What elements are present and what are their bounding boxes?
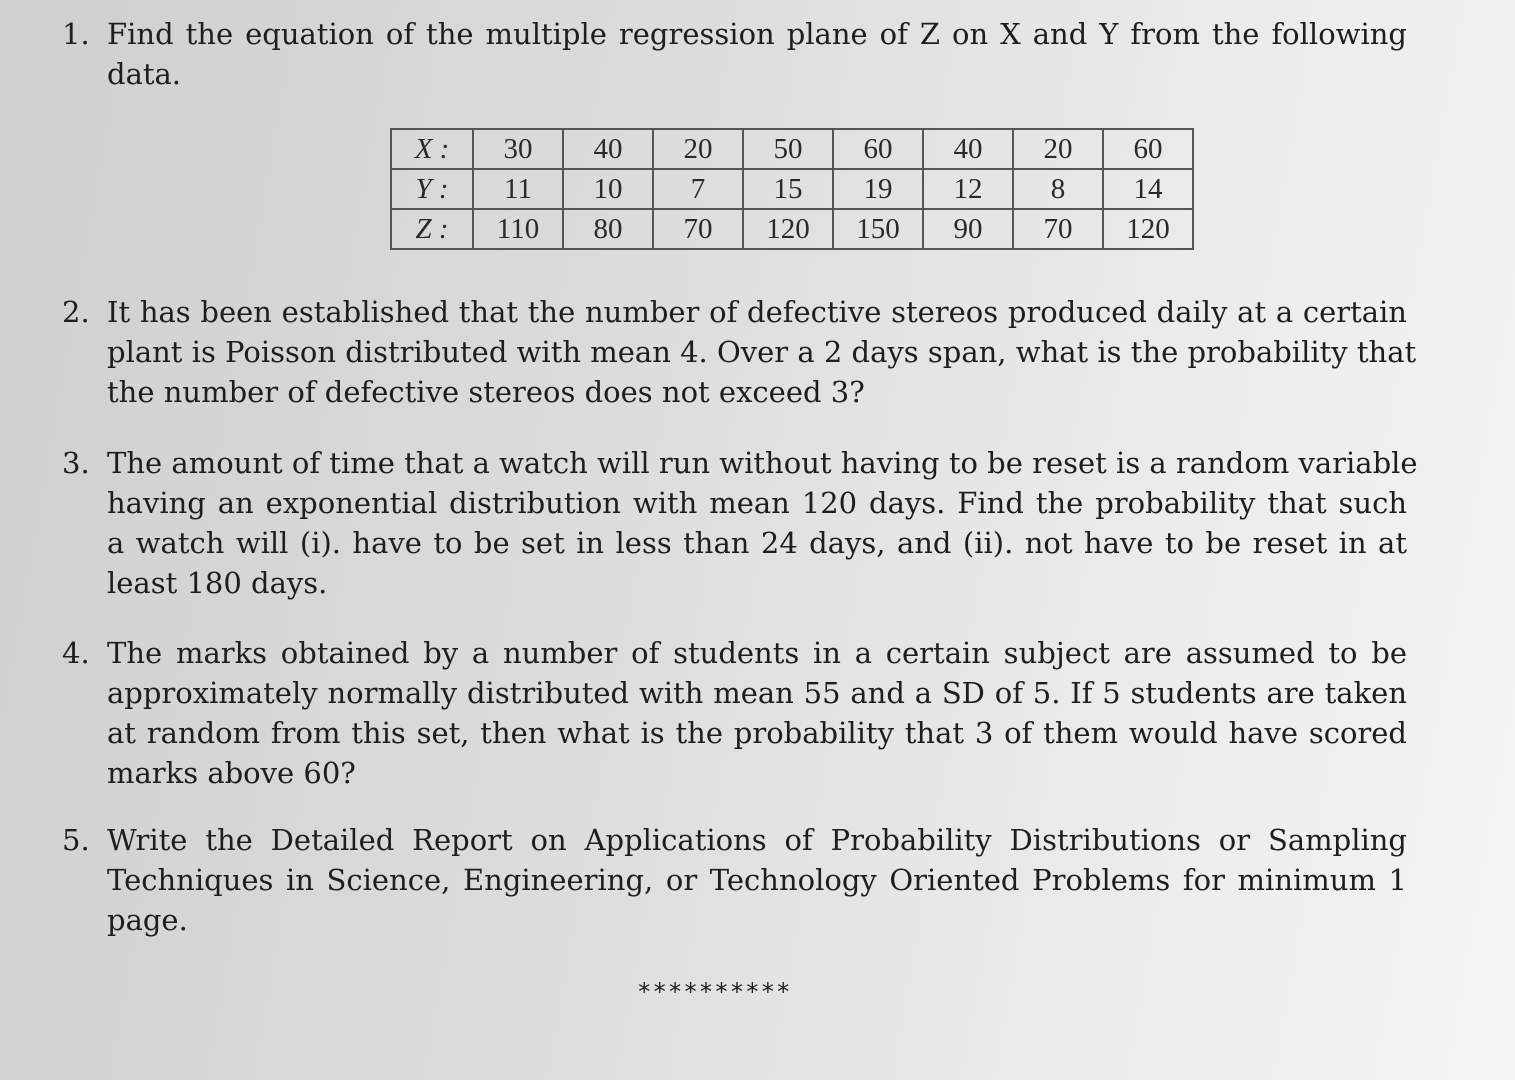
question-line: page. bbox=[107, 903, 188, 937]
question-line: Techniques in Science, Engineering, or Technology Oriented Problems for minimum 1 bbox=[107, 863, 1407, 897]
table-cell: 80 bbox=[563, 209, 653, 249]
table-cell: 50 bbox=[743, 129, 833, 169]
table-cell: 90 bbox=[923, 209, 1013, 249]
question-number: 2. bbox=[62, 295, 90, 329]
question-line: having an exponential distribution with mean 120 days. Find the probability that such bbox=[107, 486, 1407, 520]
question-line: least 180 days. bbox=[107, 566, 328, 600]
table-cell: 15 bbox=[743, 169, 833, 209]
question-number: 4. bbox=[62, 636, 90, 670]
table-cell: 120 bbox=[743, 209, 833, 249]
question-number: 1. bbox=[62, 17, 90, 51]
table-row bbox=[391, 129, 1193, 169]
table-cell: 40 bbox=[563, 129, 653, 169]
table-cell: 150 bbox=[833, 209, 923, 249]
table-cell: 20 bbox=[653, 129, 743, 169]
question-4 bbox=[62, 633, 1407, 793]
table-row bbox=[391, 169, 1193, 209]
question-line: the number of defective stereos does not exceed 3? bbox=[107, 375, 865, 409]
question-line: approximately normally distributed with mean 55 and a SD of 5. If 5 students are taken bbox=[107, 676, 1407, 710]
question-line: marks above 60? bbox=[107, 756, 356, 790]
table-cell: 70 bbox=[1013, 209, 1103, 249]
table-cell: 30 bbox=[473, 129, 563, 169]
row-label: Z : bbox=[391, 209, 473, 249]
question-5 bbox=[62, 820, 1407, 940]
question-number: 3. bbox=[62, 446, 90, 480]
table-cell: 11 bbox=[473, 169, 563, 209]
question-line: data. bbox=[107, 57, 182, 91]
question-line: a watch will (i). have to be set in less than 24 days, and (ii). not have to be reset in at bbox=[107, 526, 1407, 560]
table-cell: 40 bbox=[923, 129, 1013, 169]
table-cell: 7 bbox=[653, 169, 743, 209]
table-row bbox=[391, 209, 1193, 249]
question-line: The marks obtained by a number of students in a certain subject are assumed to be bbox=[107, 636, 1407, 670]
data-table bbox=[390, 128, 1194, 250]
table-cell: 60 bbox=[1103, 129, 1193, 169]
table-cell: 20 bbox=[1013, 129, 1103, 169]
end-marker: ********** bbox=[637, 978, 792, 1006]
question-line: plant is Poisson distributed with mean 4. Over a 2 days span, what is the probability that bbox=[107, 335, 1417, 369]
question-line: Find the equation of the multiple regression plane of Z on X and Y from the following bbox=[107, 17, 1407, 51]
question-line: at random from this set, then what is the probability that 3 of them would have scored bbox=[107, 716, 1407, 750]
question-number: 5. bbox=[62, 823, 90, 857]
row-label: Y : bbox=[391, 169, 473, 209]
question-line: The amount of time that a watch will run without having to be reset is a random variable bbox=[107, 446, 1418, 480]
table-cell: 120 bbox=[1103, 209, 1193, 249]
table-cell: 8 bbox=[1013, 169, 1103, 209]
question-line: Write the Detailed Report on Applications of Probability Distributions or Sampling bbox=[107, 823, 1407, 857]
question-1 bbox=[62, 14, 1407, 94]
table-cell: 19 bbox=[833, 169, 923, 209]
table-cell: 10 bbox=[563, 169, 653, 209]
question-3 bbox=[62, 443, 1418, 603]
table-cell: 12 bbox=[923, 169, 1013, 209]
question-line: It has been established that the number of defective stereos produced daily at a certain bbox=[107, 295, 1407, 329]
table-cell: 110 bbox=[473, 209, 563, 249]
row-label: X : bbox=[391, 129, 473, 169]
table-cell: 14 bbox=[1103, 169, 1193, 209]
table-cell: 70 bbox=[653, 209, 743, 249]
question-2 bbox=[62, 292, 1417, 412]
table-cell: 60 bbox=[833, 129, 923, 169]
